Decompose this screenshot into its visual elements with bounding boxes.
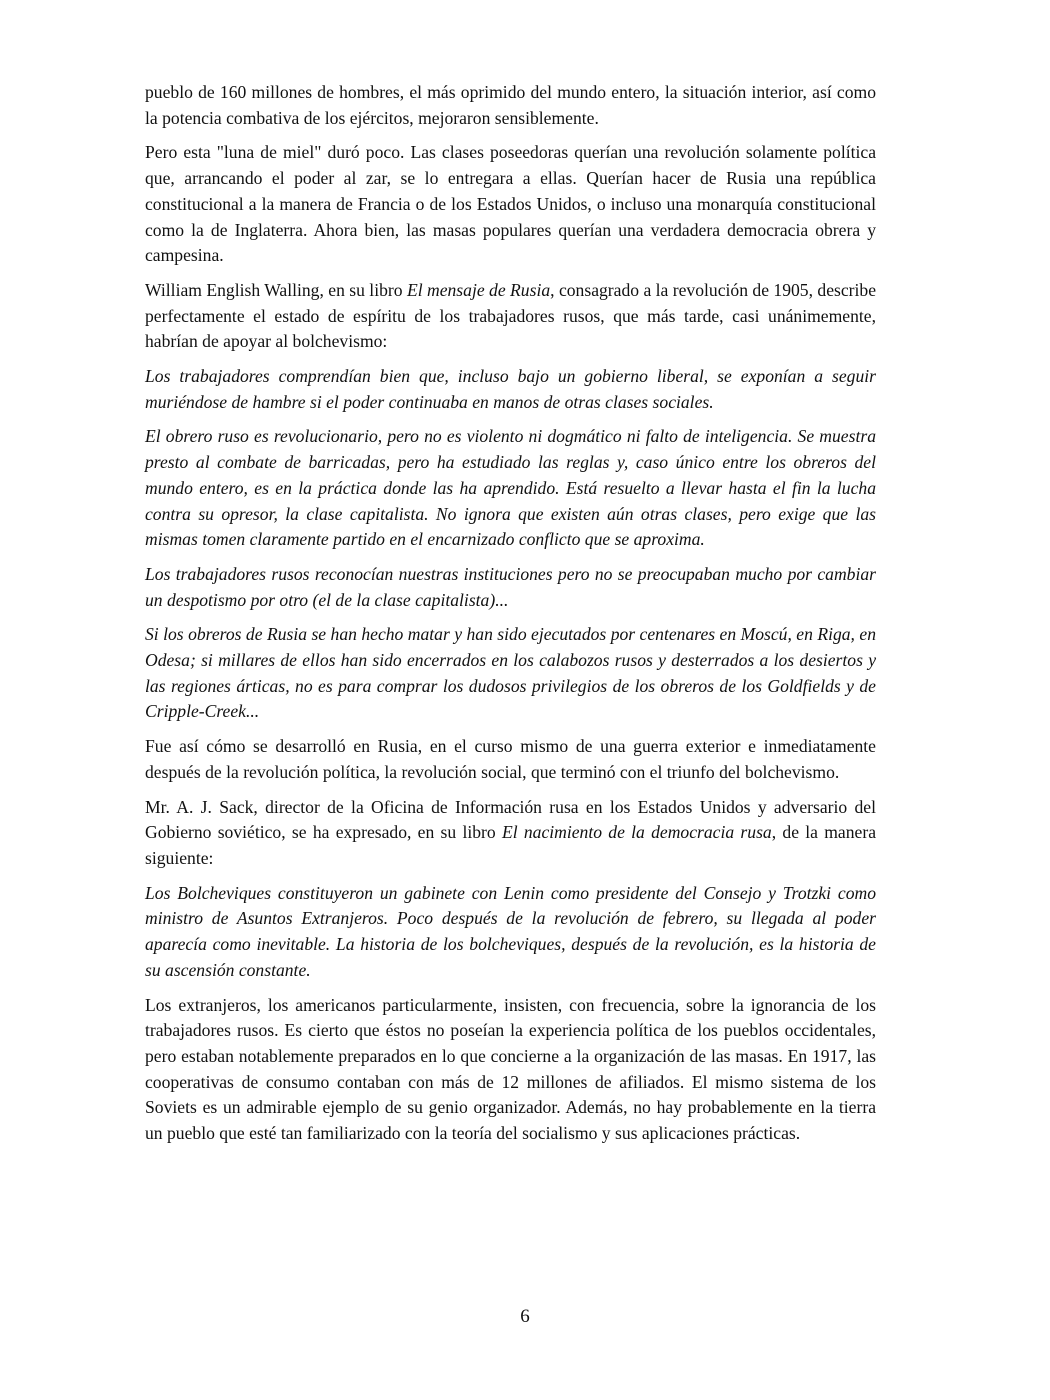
paragraph-3-lead: William English Walling, en su libro [145, 279, 407, 300]
quote-5: Los Bolcheviques constituyeron un gabinete con Lenin como presidente del Consejo y Trotzki como ministro de Asuntos Extranjeros. Poco después de la revolución de febrero, su llegada al poder aparecía como inevitable. La historia de los bolcheviques, después de la revolución, es la historia de su ascensión constante. [145, 882, 876, 980]
paragraph-1: pueblo de 160 millones de hombres, el más oprimido del mundo entero, la situación interior, así como la potencia combativa de los ejércitos, mejoraron sensiblemente. [145, 82, 876, 128]
paragraph-5 [145, 795, 876, 872]
paragraph-5-rest: , de la manera siguiente: [145, 822, 877, 868]
book-title-mensaje-de-rusia: El mensaje de Rusia [406, 279, 551, 300]
paragraph-4: Fue así cómo se desarrolló en Rusia, en el curso mismo de una guerra exterior e inmediatamente después de la revolución política, la revolución social, que terminó con el triunfo del bolchevismo. [145, 736, 876, 782]
paragraph-6: Los extranjeros, los americanos particularmente, insisten, con frecuencia, sobre la ignorancia de los trabajadores rusos. Es cierto que éstos no poseían la experiencia política de los pueblos occidentales, pero estaban notablemente preparados en lo que concierne a la organización de las masas. En 1917, las cooperativas de consumo contaban con más de 12 millones de afiliados. El mismo sistema de los Soviets es un admirable ejemplo de su genio organizador. Además, no hay probablemente en la tierra un pueblo que esté tan familiarizado con la teoría del socialismo y sus aplicaciones prácticas. [145, 994, 876, 1144]
paragraph-5-lead: Mr. A. J. Sack, director de la Oficina de Información rusa en los Estados Unidos y adversario del Gobierno soviético, se ha expresado, en su libro [145, 796, 876, 843]
paragraph-2: Pero esta "luna de miel" duró poco. Las clases poseedoras querían una revolución solamente política que, arrancando el poder al zar, se lo entregara a ellas. Querían hacer de Rusia una república constitucional a la manera de Francia o de los Estados Unidos, o incluso una monarquía constitucional como la de Inglaterra. Ahora bien, las masas populares querían una verdadera democracia obrera y campesina. [145, 142, 876, 266]
paragraph-3-rest: , consagrado a la revolución de 1905, describe perfectamente el estado de espíritu de los trabajadores rusos, que más tarde, casi unánimemente, habrían de apoyar al bolchevismo: [145, 279, 877, 352]
paragraph-3 [145, 278, 876, 355]
book-title-nacimiento-democracia-rusa: El nacimiento de la democracia rusa [501, 822, 772, 843]
quote-2: El obrero ruso es revolucionario, pero no es violento ni dogmático ni falto de inteligencia. Se muestra presto al combate de barricadas, pero ha estudiado las reglas y, caso único entre los obreros del mundo entero, es en la práctica donde las ha aprendido. Está resuelto a llevar hasta el fin la lucha contra su opresor, la clase capitalista. No ignora que existen aún otras clases, pero exige que las mismas tomen claramente partido en el encarnizado conflicto que se aproxima. [145, 426, 876, 550]
quote-3: Los trabajadores rusos reconocían nuestras instituciones pero no se preocupaban mucho por cambiar un despotismo por otro (el de la clase capitalista)... [145, 563, 876, 610]
quote-4: Si los obreros de Rusia se han hecho matar y han sido ejecutados por centenares en Moscú, en Riga, en Odesa; si millares de ellos han sido encerrados en los calabozos rusos y desterrados a los desiertos y las regiones árticas, no es para comprar los dudosos privilegios de los obreros de los Goldfields y de Cripple-Creek... [145, 624, 876, 722]
quote-1: Los trabajadores comprendían bien que, incluso bajo un gobierno liberal, se exponían a seguir muriéndose de hambre si el poder continuaba en manos de otras clases sociales. [145, 366, 876, 412]
body-text [145, 80, 876, 1156]
page-number: 6 [520, 1306, 530, 1327]
